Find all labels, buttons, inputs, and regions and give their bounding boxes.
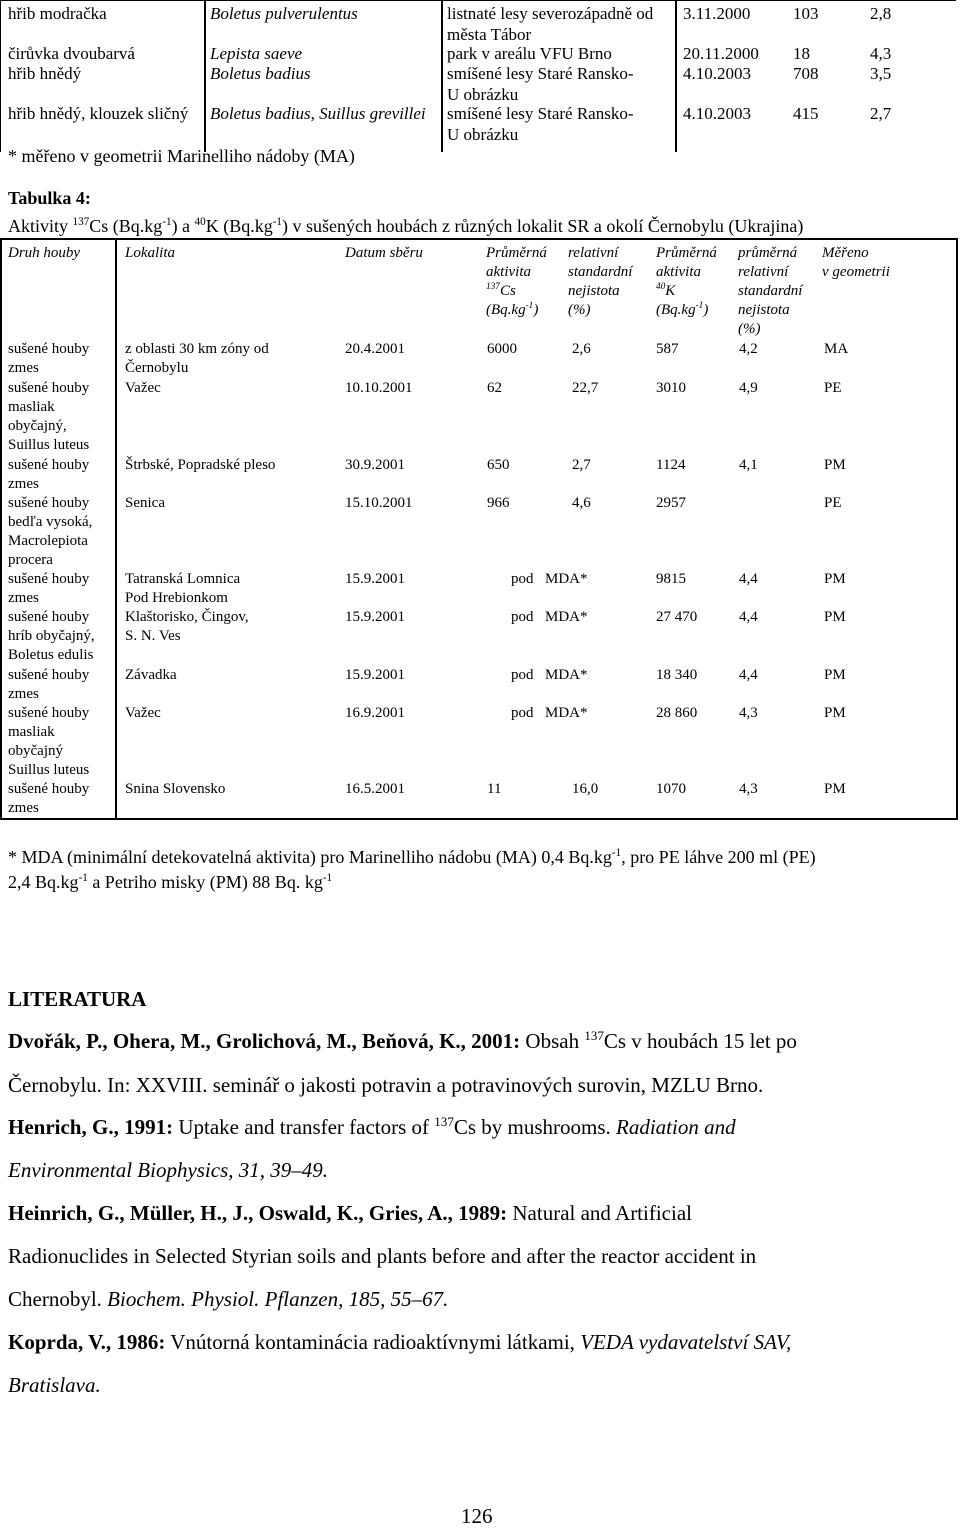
reference-heinrich-line2: Radionuclides in Selected Styrian soils and plants before and after the reactor accident in bbox=[8, 1244, 757, 1268]
table4-caption-label: Tabulka 4: bbox=[8, 188, 91, 208]
measurement-geometry: PM bbox=[824, 705, 846, 721]
k-uncertainty: 4,2 bbox=[739, 341, 758, 357]
reference-heinrich-line3: Chernobyl. Biochem. Physiol. Pflanzen, 185, 55–67. bbox=[8, 1287, 449, 1311]
mushroom-type bbox=[8, 379, 89, 455]
k-activity: 2957 bbox=[656, 495, 686, 511]
k-uncertainty: 4,4 bbox=[739, 667, 758, 683]
cs-uncertainty: MDA* bbox=[545, 571, 588, 587]
collection-date: 15.9.2001 bbox=[345, 667, 405, 683]
mushroom-type-line: sušené houby bbox=[8, 667, 90, 683]
locality-line: Senica bbox=[125, 495, 165, 511]
collection-date: 16.9.2001 bbox=[345, 705, 405, 721]
locality-line: Snina Slovensko bbox=[125, 781, 226, 797]
uncertainty-value: 2,7 bbox=[870, 104, 892, 123]
k-activity: 3010 bbox=[656, 380, 686, 396]
mushroom-type-line: Suillus luteus bbox=[8, 762, 90, 778]
collection-date: 16.5.2001 bbox=[345, 781, 405, 797]
measurement-geometry: PM bbox=[824, 781, 846, 797]
k-activity: 27 470 bbox=[656, 609, 698, 625]
mushroom-type-line: sušené houby bbox=[8, 380, 90, 396]
locality bbox=[125, 704, 161, 723]
cs-uncertainty: 2,6 bbox=[572, 341, 591, 357]
uncertainty-value: 2,8 bbox=[870, 4, 892, 23]
table4-col-divider bbox=[115, 238, 117, 820]
cs-activity: 966 bbox=[487, 495, 510, 511]
mushroom-type-line: zmes bbox=[8, 476, 39, 492]
collection-date: 30.9.2001 bbox=[345, 457, 405, 473]
reference-koprda-line1: Koprda, V., 1986: Vnútorná kontaminácia radioaktívnymi látkami, VEDA vydavatelství SAV, bbox=[8, 1330, 792, 1354]
locality bbox=[125, 456, 275, 475]
locality bbox=[125, 379, 161, 398]
locality-line: listnaté lesy severozápadně od bbox=[447, 4, 654, 23]
locality-line: smíšené lesy Staré Ransko- bbox=[447, 64, 634, 83]
table4-footnote-line1: * MDA (minimální detekovatelná aktivita) pro Marinelliho nádobu (MA) 0,4 $Bq.kg^{-1}$, pro PE láhve 200 ml (PE) bbox=[8, 847, 816, 867]
locality-line: U obrázku bbox=[447, 85, 519, 104]
uncertainty-value: 3,5 bbox=[870, 64, 892, 83]
table3-divider-1 bbox=[204, 0, 206, 152]
k-uncertainty: 4,4 bbox=[739, 571, 758, 587]
locality-line: Černobylu bbox=[125, 360, 189, 376]
mushroom-type-line: sušené houby bbox=[8, 341, 90, 357]
mushroom-type-line: procera bbox=[8, 552, 53, 568]
cs-activity: 62 bbox=[487, 380, 502, 396]
collection-date: 20.4.2001 bbox=[345, 341, 405, 357]
table4-top-border bbox=[0, 238, 958, 240]
literature-heading: LITERATURA bbox=[8, 987, 147, 1011]
cs-activity: pod bbox=[511, 705, 534, 721]
header-druh-houby: Druh houby bbox=[8, 245, 81, 261]
table3-divider-2 bbox=[441, 0, 443, 152]
reference-henrich-line2: Environmental Biophysics, 31, 39–49. bbox=[8, 1158, 329, 1182]
cs-activity: pod bbox=[511, 571, 534, 587]
cs-uncertainty: 16,0 bbox=[572, 781, 599, 797]
cs-uncertainty: 22,7 bbox=[572, 380, 599, 396]
collection-date: 15.9.2001 bbox=[345, 571, 405, 587]
mushroom-type bbox=[8, 570, 89, 608]
locality-line: Pod Hrebionkom bbox=[125, 590, 228, 606]
locality-line: z oblasti 30 km zóny od bbox=[125, 341, 269, 357]
cs-activity: pod bbox=[511, 667, 534, 683]
k-uncertainty: 4,3 bbox=[739, 781, 758, 797]
cs-uncertainty: MDA* bbox=[545, 667, 588, 683]
mushroom-type-line: zmes bbox=[8, 360, 39, 376]
cs-activity: pod bbox=[511, 609, 534, 625]
mushroom-type-line: obyčajný, bbox=[8, 418, 67, 434]
header-rel-uncertainty-cs: relativní standardní nejistota (%) bbox=[568, 245, 633, 318]
header-lokalita: Lokalita bbox=[125, 245, 176, 261]
uncertainty-value: 4,3 bbox=[870, 44, 892, 63]
cs-uncertainty: MDA* bbox=[545, 705, 588, 721]
locality-line: S. N. Ves bbox=[125, 628, 181, 644]
header-cs-activity: Průměrná aktivita $^{137}$Cs $(Bq.kg^{-1})$ bbox=[486, 245, 547, 318]
header-k-activity: Průměrná aktivita $^{40}$K $(Bq.kg^{-1})$ bbox=[656, 245, 717, 318]
reference-henrich-line1: Henrich, G., 1991: Uptake and transfer factors of $^{137}$Cs by mushrooms. Radiation and bbox=[8, 1114, 736, 1139]
table4-footnote-line2: 2,4 $Bq.kg^{-1}$ a Petriho misky (PM) 88 Bq. $kg^{-1}$ bbox=[8, 872, 333, 892]
locality-line: Važec bbox=[125, 380, 161, 396]
mushroom-type bbox=[8, 666, 89, 704]
table3-divider-3 bbox=[675, 0, 677, 152]
k-uncertainty: 4,4 bbox=[739, 609, 758, 625]
latin-name: Lepista saeve bbox=[210, 44, 303, 63]
activity-value: 103 bbox=[793, 4, 819, 23]
k-activity: 1070 bbox=[656, 781, 686, 797]
mushroom-type bbox=[8, 780, 89, 818]
species-name: hřib modračka bbox=[8, 4, 107, 23]
collection-date: 10.10.2001 bbox=[345, 380, 413, 396]
locality-line: park v areálu VFU Brno bbox=[447, 44, 612, 63]
activity-value: 708 bbox=[793, 64, 819, 83]
mushroom-type-line: zmes bbox=[8, 800, 39, 816]
k-uncertainty: 4,1 bbox=[739, 457, 758, 473]
k-activity: 18 340 bbox=[656, 667, 698, 683]
activity-value: 415 bbox=[793, 104, 819, 123]
k-activity: 1124 bbox=[656, 457, 686, 473]
cs-uncertainty: 4,6 bbox=[572, 495, 591, 511]
page-number: 126 bbox=[461, 1504, 493, 1528]
species-name: čirůvka dvoubarvá bbox=[8, 44, 135, 63]
mushroom-type bbox=[8, 608, 95, 665]
latin-name: Boletus badius bbox=[210, 64, 311, 83]
reference-dvorak-line2: Černobylu. In: XXVIII. seminář o jakosti potravin a potravinových surovin, MZLU Brno. bbox=[8, 1073, 764, 1097]
reference-heinrich-line1: Heinrich, G., Müller, H., J., Oswald, K., Gries, A., 1989: Natural and Artificial bbox=[8, 1201, 692, 1225]
mushroom-type-line: bedľa vysoká, bbox=[8, 514, 93, 530]
reference-dvorak-line1: Dvořák, P., Ohera, M., Grolichová, M., Beňová, K., 2001: Obsah $^{137}$Cs v houbách 15 let po bbox=[8, 1028, 797, 1053]
mushroom-type-line: sušené houby bbox=[8, 609, 90, 625]
cs-activity: 11 bbox=[487, 781, 502, 797]
table3-footnote: * měřeno v geometrii Marinelliho nádoby (MA) bbox=[8, 146, 355, 166]
header-rel-uncertainty-k: průměrná relativní standardní nejistota (%) bbox=[738, 245, 803, 337]
table4-left-border bbox=[0, 238, 2, 820]
mushroom-type-line: zmes bbox=[8, 686, 39, 702]
locality-line: U obrázku bbox=[447, 125, 519, 144]
mushroom-type-line: Suillus luteus bbox=[8, 437, 90, 453]
table4-right-border bbox=[956, 238, 958, 820]
locality bbox=[447, 103, 634, 145]
mushroom-type-line: masliak bbox=[8, 724, 55, 740]
reference-koprda-line2: Bratislava. bbox=[8, 1373, 101, 1397]
locality bbox=[125, 570, 240, 608]
species-name: hřib hnědý, klouzek sličný bbox=[8, 104, 189, 123]
measurement-geometry: PM bbox=[824, 457, 846, 473]
table3-top-border bbox=[0, 0, 956, 1]
measurement-geometry: PM bbox=[824, 667, 846, 683]
collection-date: 4.10.2003 bbox=[683, 104, 751, 123]
locality bbox=[447, 3, 653, 45]
table3-left-border bbox=[0, 0, 1, 152]
locality-line: města Tábor bbox=[447, 25, 532, 44]
mushroom-type-line: zmes bbox=[8, 590, 39, 606]
mushroom-type-line: sušené houby bbox=[8, 457, 90, 473]
k-uncertainty: 4,3 bbox=[739, 705, 758, 721]
measurement-geometry: PE bbox=[824, 380, 842, 396]
k-activity: 28 860 bbox=[656, 705, 698, 721]
mushroom-type bbox=[8, 704, 89, 780]
measurement-geometry: MA bbox=[824, 341, 849, 357]
table4-bottom-border bbox=[0, 818, 958, 820]
locality-line: smíšené lesy Staré Ransko- bbox=[447, 104, 634, 123]
collection-date: 15.9.2001 bbox=[345, 609, 405, 625]
locality bbox=[125, 494, 165, 513]
locality-line: Závadka bbox=[125, 667, 177, 683]
locality-line: Tatranská Lomnica bbox=[125, 571, 241, 587]
activity-value: 18 bbox=[793, 44, 810, 63]
mushroom-type-line: sušené houby bbox=[8, 571, 90, 587]
mushroom-type-line: masliak bbox=[8, 399, 55, 415]
species-name: hřib hnědý bbox=[8, 64, 82, 83]
mushroom-type-line: obyčajný bbox=[8, 743, 63, 759]
locality-line: Važec bbox=[125, 705, 161, 721]
locality-line: Klaštorisko, Čingov, bbox=[125, 609, 249, 625]
mushroom-type-line: sušené houby bbox=[8, 705, 90, 721]
cs-uncertainty: 2,7 bbox=[572, 457, 591, 473]
collection-date: 3.11.2000 bbox=[683, 4, 751, 23]
locality bbox=[447, 43, 612, 64]
k-activity: 587 bbox=[656, 341, 679, 357]
cs-uncertainty: MDA* bbox=[545, 609, 588, 625]
mushroom-type-line: Boletus edulis bbox=[8, 647, 94, 663]
locality bbox=[125, 780, 225, 799]
locality bbox=[125, 608, 249, 646]
measurement-geometry: PE bbox=[824, 495, 842, 511]
k-uncertainty: 4,9 bbox=[739, 380, 758, 396]
locality-line: Štrbské, Popradské pleso bbox=[125, 457, 276, 473]
table4-caption: Aktivity $^{137}$Cs $(Bq.kg^{-1})$ a $^{40}$K $(Bq.kg^{-1})$ v sušených houbách z různých lokalit SR a okolí Černobylu (Ukrajina) bbox=[8, 216, 804, 236]
k-activity: 9815 bbox=[656, 571, 686, 587]
collection-date: 20.11.2000 bbox=[683, 44, 759, 63]
mushroom-type bbox=[8, 494, 92, 570]
cs-activity: 6000 bbox=[487, 341, 517, 357]
measurement-geometry: PM bbox=[824, 609, 846, 625]
header-mereno: Měřeno v geometrii bbox=[822, 245, 890, 280]
mushroom-type-line: hríb obyčajný, bbox=[8, 628, 95, 644]
locality bbox=[447, 63, 634, 105]
collection-date: 4.10.2003 bbox=[683, 64, 751, 83]
header-datum-sberu: Datum sběru bbox=[345, 245, 423, 261]
latin-name: Boletus pulverulentus bbox=[210, 4, 358, 23]
measurement-geometry: PM bbox=[824, 571, 846, 587]
mushroom-type-line: sušené houby bbox=[8, 495, 90, 511]
mushroom-type bbox=[8, 456, 89, 494]
locality bbox=[125, 340, 269, 378]
latin-name: Boletus badius, Suillus grevillei bbox=[210, 104, 426, 123]
mushroom-type-line: sušené houby bbox=[8, 781, 90, 797]
locality bbox=[125, 666, 177, 685]
mushroom-type bbox=[8, 340, 89, 378]
mushroom-type-line: Macrolepiota bbox=[8, 533, 88, 549]
collection-date: 15.10.2001 bbox=[345, 495, 413, 511]
cs-activity: 650 bbox=[487, 457, 510, 473]
